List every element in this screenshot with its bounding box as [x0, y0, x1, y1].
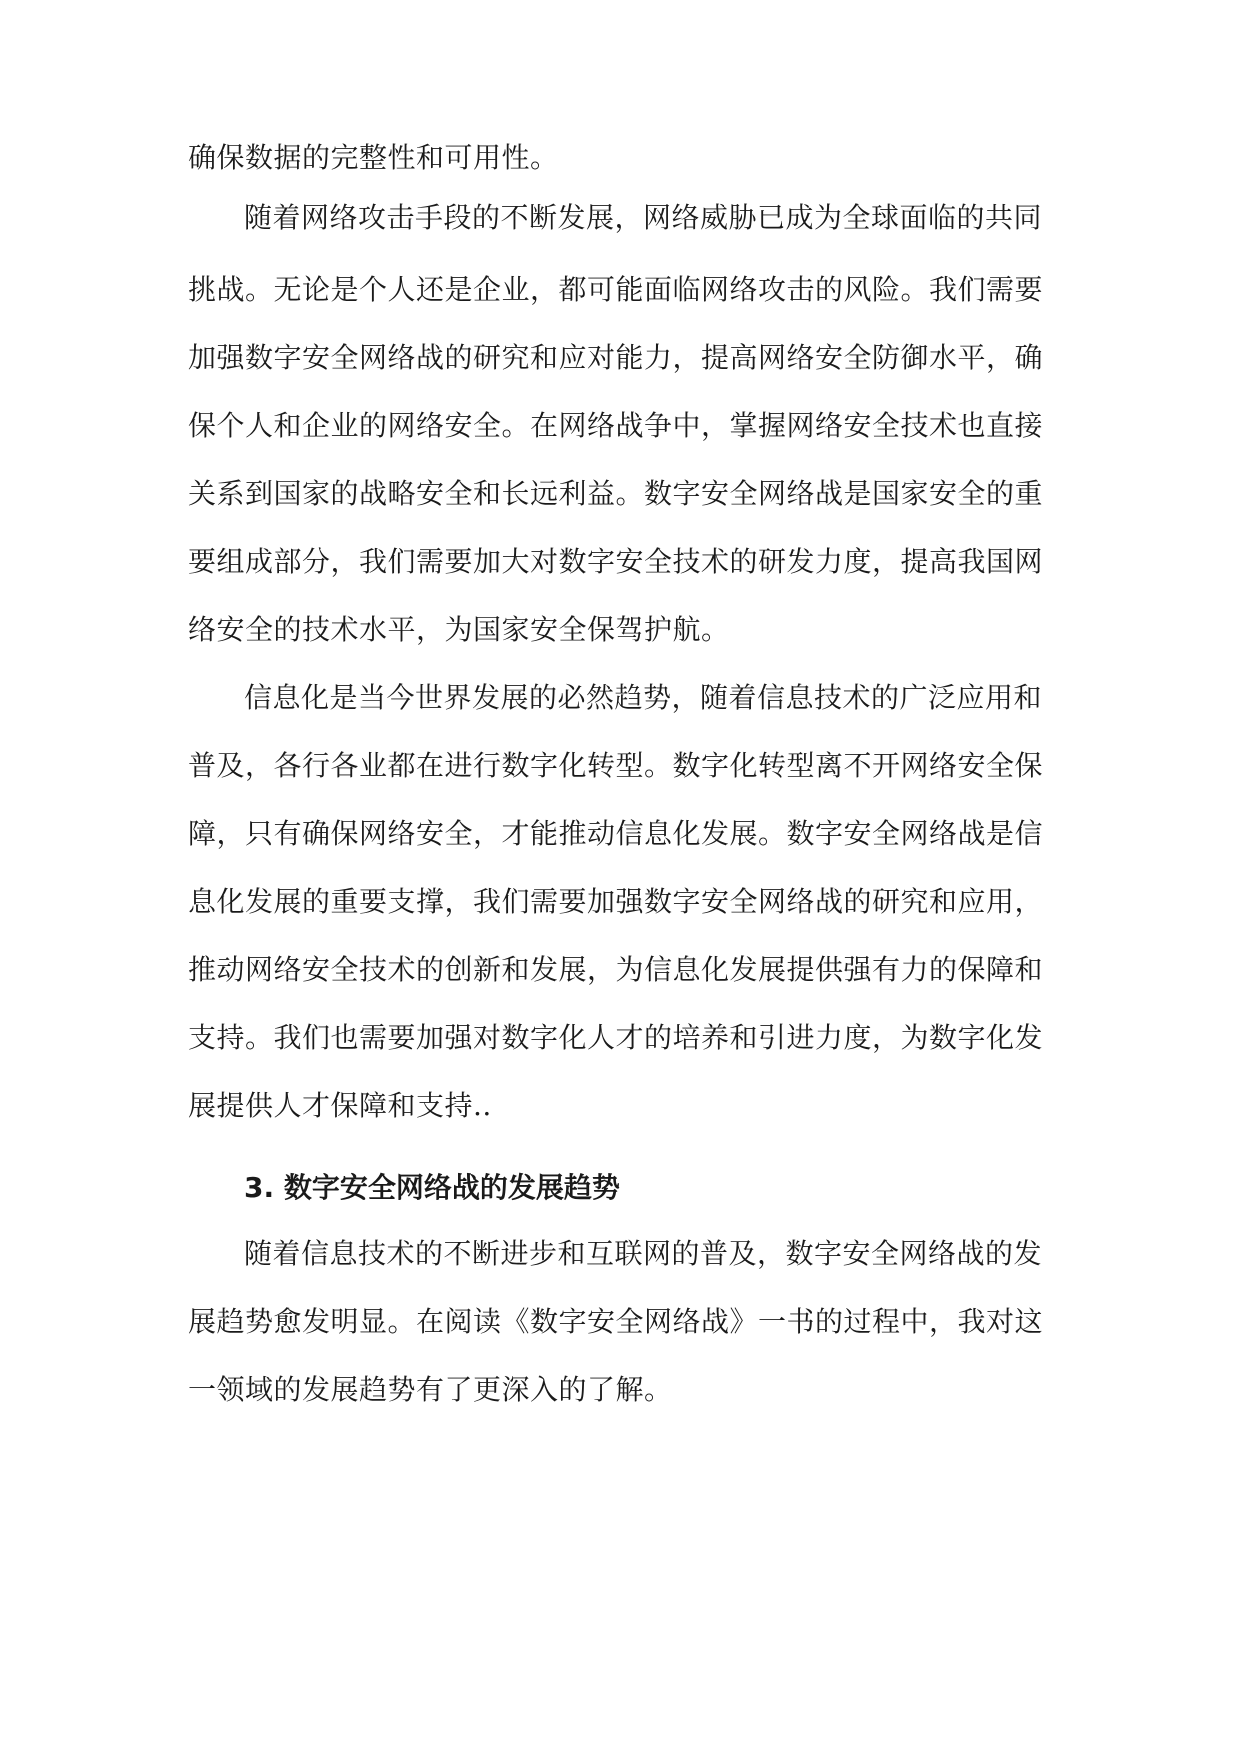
paragraph-2-line-1: 随着网络攻击手段的不断发展，网络威胁已成为全球面临的共同	[244, 201, 1043, 234]
paragraph-3-line-5: 推动网络安全技术的创新和发展，为信息化发展提供强有力的保障和	[188, 953, 1044, 986]
paragraph-1-line-1: 确保数据的完整性和可用性。	[188, 141, 559, 174]
paragraph-2-line-7: 络安全的技术水平，为国家安全保驾护航。	[188, 613, 730, 646]
paragraph-3-line-3: 障，只有确保网络安全，才能推动信息化发展。数字安全网络战是信	[188, 817, 1044, 850]
final-paragraph-line-2: 展趋势愈发明显。在阅读《数字安全网络战》一书的过程中，我对这	[188, 1305, 1044, 1338]
paragraph-2-line-3: 加强数字安全网络战的研究和应对能力，提高网络安全防御水平，确	[188, 341, 1044, 374]
paragraph-2-line-6: 要组成部分，我们需要加大对数字安全技术的研发力度，提高我国网	[188, 545, 1044, 578]
section-heading: 3. 数字安全网络战的发展趋势	[244, 1171, 620, 1204]
paragraph-2-line-4: 保个人和企业的网络安全。在网络战争中，掌握网络安全技术也直接	[188, 409, 1044, 442]
paragraph-3-line-7: 展提供人才保障和支持..	[188, 1089, 492, 1122]
final-paragraph-line-3: 一领域的发展趋势有了更深入的了解。	[188, 1373, 673, 1406]
final-paragraph-line-1: 随着信息技术的不断进步和互联网的普及，数字安全网络战的发	[244, 1237, 1043, 1270]
paragraph-2-line-2: 挑战。无论是个人还是企业，都可能面临网络攻击的风险。我们需要	[188, 273, 1044, 306]
paragraph-3-line-6: 支持。我们也需要加强对数字化人才的培养和引进力度，为数字化发	[188, 1021, 1044, 1054]
paragraph-2-line-5: 关系到国家的战略安全和长远利益。数字安全网络战是国家安全的重	[188, 477, 1044, 510]
paragraph-3-line-4: 息化发展的重要支撑，我们需要加强数字安全网络战的研究和应用，	[188, 885, 1044, 918]
paragraph-3-line-2: 普及，各行各业都在进行数字化转型。数字化转型离不开网络安全保	[188, 749, 1044, 782]
paragraph-3-line-1: 信息化是当今世界发展的必然趋势，随着信息技术的广泛应用和	[244, 681, 1043, 714]
